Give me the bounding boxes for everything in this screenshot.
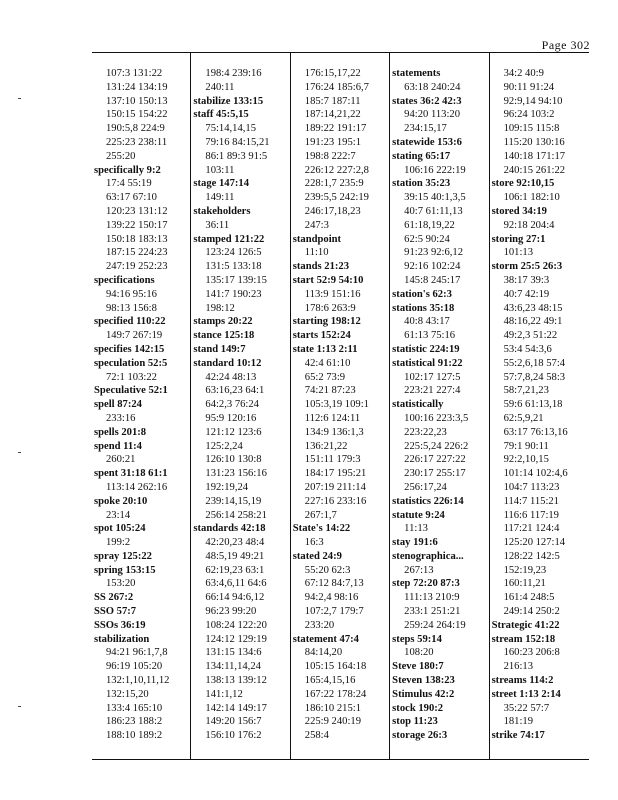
index-page-refs: 246:17,18,23 — [304, 205, 361, 217]
index-page-refs: 72:1 103:22 — [106, 371, 157, 383]
index-page-refs: 39:15 40:1,3,5 — [404, 192, 466, 204]
index-page-refs: 239:5,5 242:19 — [304, 192, 369, 204]
index-page-refs: 141:1,12 — [205, 688, 243, 700]
index-page-refs: 230:17 255:17 — [404, 468, 466, 480]
index-page-refs: 96:23 99:20 — [205, 606, 257, 618]
index-page-refs: 249:14 250:2 — [503, 606, 560, 618]
index-page-refs: 125:2,24 — [205, 440, 243, 452]
index-term: Steven 138:23 — [392, 675, 455, 687]
index-page-refs: 55:20 62:3 — [304, 564, 351, 576]
index-page-refs: 120:23 131:12 — [106, 205, 168, 217]
index-page-refs: 40:7 61:11,13 — [404, 205, 463, 217]
index-page-refs: 96:24 103:2 — [503, 109, 555, 121]
index-term: spray 125:22 — [94, 550, 152, 562]
index-term: statements — [392, 68, 441, 79]
index-page-refs: 43:6,23 48:15 — [503, 302, 563, 314]
index-page-refs: 42:24 48:13 — [205, 371, 257, 383]
index-term: stance 125:18 — [193, 330, 255, 342]
index-page-refs: 17:4 55:19 — [106, 178, 152, 190]
index-page-refs: 247:19 252:23 — [106, 261, 168, 273]
index-page-refs: 160:11,21 — [503, 578, 546, 590]
index-page-refs: 198:4 239:16 — [205, 68, 262, 79]
index-page-refs: 53:4 54:3,6 — [503, 343, 552, 355]
index-page-refs: 216:13 — [503, 661, 533, 673]
index-term: stay 191:6 — [392, 537, 438, 549]
index-column-3 — [291, 53, 390, 759]
index-term: steps 59:14 — [392, 633, 442, 645]
index-page-refs: 59:6 61:13,18 — [503, 399, 563, 411]
index-term: spells 201:8 — [94, 426, 147, 438]
index-page-refs: 139:22 150:17 — [106, 219, 168, 231]
index-term: street 1:13 2:14 — [491, 688, 561, 700]
index-term: specified 110:22 — [94, 316, 166, 328]
index-page-refs: 150:18 183:13 — [106, 233, 168, 245]
index-page-refs: 187:15 224:23 — [106, 247, 168, 259]
index-term: SSO 57:7 — [94, 606, 137, 618]
index-page-refs: 40:7 42:19 — [503, 288, 550, 300]
index-page-refs: 145:8 245:17 — [404, 274, 461, 286]
index-page-refs: 186:23 188:2 — [106, 716, 163, 728]
index-page-refs: 94:21 96:1,7,8 — [106, 647, 168, 659]
index-page-refs: 92:18 204:4 — [503, 219, 555, 231]
index-term: stamps 20:22 — [193, 316, 253, 328]
index-page-refs: 225:23 238:11 — [106, 136, 168, 148]
index-term: strike 74:17 — [491, 730, 545, 742]
index-page-refs: 55:2,6,18 57:4 — [503, 357, 566, 369]
index-page-refs: 63:4,6,11 64:6 — [205, 578, 267, 590]
index-page-refs: 188:10 189:2 — [106, 730, 163, 742]
index-page-refs: 113:9 151:16 — [304, 288, 361, 300]
index-page-refs: 63:16,23 64:1 — [205, 385, 265, 397]
index-term: specifies 142:15 — [94, 343, 165, 355]
index-page-refs: 267:1,7 — [304, 509, 337, 521]
index-page-refs: 142:14 149:17 — [205, 702, 267, 714]
index-column-1 — [92, 53, 191, 759]
index-page-refs: 104:7 113:23 — [503, 481, 560, 493]
index-page-refs: 234:15,17 — [404, 123, 447, 135]
index-term: statewide 153:6 — [392, 136, 462, 148]
index-term: stock 190:2 — [392, 702, 444, 714]
index-page-refs: 260:21 — [106, 454, 136, 466]
index-page-refs: 64:2,3 76:24 — [205, 399, 259, 411]
index-page-refs: 101:13 — [503, 247, 533, 259]
index-page-refs: 198:8 222:7 — [304, 150, 356, 162]
index-page-refs: 106:1 182:10 — [503, 192, 560, 204]
index-term: statistic 224:19 — [392, 343, 460, 355]
index-page-refs: 207:19 211:14 — [304, 481, 366, 493]
index-term: statistics 226:14 — [392, 495, 464, 507]
index-page-refs: 187:14,21,22 — [304, 109, 361, 121]
index-page-refs: 152:19,23 — [503, 564, 547, 576]
index-page-refs: 42:20,23 48:4 — [205, 537, 265, 549]
index-column-4 — [390, 53, 489, 759]
index-term: stakeholders — [193, 205, 251, 217]
index-page-refs: 233:16 — [106, 412, 136, 424]
index-term: stop 11:23 — [392, 716, 438, 728]
index-term: standard 10:12 — [193, 357, 262, 369]
scan-mark — [18, 452, 21, 453]
index-page-refs: 223:21 227:4 — [404, 385, 461, 397]
index-page-refs: 240:15 261:22 — [503, 164, 566, 176]
index-page-refs: 185:7 187:11 — [304, 95, 361, 107]
index-page-refs: 167:22 178:24 — [304, 688, 367, 700]
index-page-refs: 233:20 — [304, 619, 335, 631]
index-term: statute 9:24 — [392, 509, 445, 521]
index-term: stage 147:14 — [193, 178, 249, 190]
index-term: store 92:10,15 — [491, 178, 555, 190]
index-page-refs: 111:13 210:9 — [404, 592, 460, 604]
index-term: statistical 91:22 — [392, 357, 463, 369]
index-page-refs: 192:19,24 — [205, 481, 249, 493]
index-page-refs: 34:2 40:9 — [503, 68, 544, 79]
index-page-refs: 116:6 117:19 — [503, 509, 559, 521]
index-page-refs: 42:4 61:10 — [304, 357, 351, 369]
index-page-refs: 95:9 120:16 — [205, 412, 257, 424]
index-term: State's 14:22 — [292, 523, 351, 535]
index-page-refs: 240:11 — [205, 81, 235, 93]
index-term: stream 152:18 — [491, 633, 556, 645]
index-page-refs: 86:1 89:3 91:5 — [205, 150, 268, 162]
index-page-refs: 96:19 105:20 — [106, 661, 163, 673]
index-page-refs: 186:10 215:1 — [304, 702, 361, 714]
index-page-refs: 225:5,24 226:2 — [404, 440, 469, 452]
index-page-refs: 62:5 90:24 — [404, 233, 450, 245]
index-page-refs: 189:22 191:17 — [304, 123, 367, 135]
index-page-refs: 49:2,3 51:22 — [503, 330, 558, 342]
index-page-refs: 140:18 171:17 — [503, 150, 566, 162]
index-page-refs: 233:1 251:21 — [404, 606, 461, 618]
index-term: stations 35:18 — [392, 302, 455, 314]
index-page-refs: 103:11 — [205, 164, 235, 176]
index-term: stand 149:7 — [193, 343, 246, 355]
index-term: spoke 20:10 — [94, 495, 148, 507]
index-page-refs: 247:3 — [304, 219, 329, 231]
index-term: stored 34:19 — [491, 205, 547, 217]
index-page-refs: 105:15 164:18 — [304, 661, 367, 673]
index-page-refs: 138:13 139:12 — [205, 675, 267, 687]
index-page-refs: 79:1 90:11 — [503, 440, 549, 452]
index-term: statistically — [392, 399, 444, 411]
index-page-refs: 100:16 223:3,5 — [404, 412, 469, 424]
index-page-refs: 48:16,22 49:1 — [503, 316, 563, 328]
index-page-refs: 225:9 240:19 — [304, 716, 361, 728]
index-page-refs: 117:21 124:4 — [503, 523, 560, 535]
index-term: staff 45:5,15 — [193, 109, 249, 121]
index-page-refs: 149:20 156:7 — [205, 716, 262, 728]
index-term: spent 31:18 61:1 — [94, 468, 168, 480]
index-column-5 — [490, 53, 589, 759]
scan-mark — [18, 98, 21, 99]
index-term: storing 27:1 — [491, 233, 546, 245]
index-page-refs: 123:24 126:5 — [205, 247, 262, 259]
index-term: spend 11:4 — [94, 440, 142, 452]
index-term: stands 21:23 — [292, 261, 349, 273]
index-column-2 — [191, 53, 290, 759]
index-page-refs: 62:19,23 63:1 — [205, 564, 265, 576]
index-page-refs: 176:15,17,22 — [304, 68, 361, 79]
index-page-refs: 141:7 190:23 — [205, 288, 262, 300]
index-page-refs: 131:15 134:6 — [205, 647, 262, 659]
index-page-refs: 256:14 258:21 — [205, 509, 267, 521]
index-page-refs: 91:23 92:6,12 — [404, 247, 464, 259]
index-page-refs: 35:22 57:7 — [503, 702, 550, 714]
page-number: Page 302 — [541, 38, 590, 52]
index-page-refs: 258:4 — [304, 730, 329, 742]
index-term: spell 87:24 — [94, 399, 142, 411]
index-term: starting 198:12 — [292, 316, 361, 328]
index-page-refs: 36:11 — [205, 219, 230, 231]
index-term: stating 65:17 — [392, 150, 451, 162]
index-page-refs: 150:15 154:22 — [106, 109, 168, 121]
index-page-refs: 198:12 — [205, 302, 235, 314]
index-page-refs: 125:20 127:14 — [503, 537, 566, 549]
index-page-refs: 57:7,8,24 58:3 — [503, 371, 566, 383]
index-page-refs: 101:14 102:4,6 — [503, 468, 568, 480]
index-page-refs: 38:17 39:3 — [503, 274, 550, 286]
index-page-refs: 94:20 113:20 — [404, 109, 460, 121]
index-page-refs: 105:3,19 109:1 — [304, 399, 369, 411]
index-term: SS 267:2 — [94, 592, 134, 604]
index-term: Speculative 52:1 — [94, 385, 168, 397]
index-page-refs: 227:16 233:16 — [304, 495, 367, 507]
index-page-refs: 156:10 176:2 — [205, 730, 262, 742]
index-page-refs: 67:12 84:7,13 — [304, 578, 364, 590]
index-page-refs: 131:5 133:18 — [205, 261, 262, 273]
index-term: starts 152:24 — [292, 330, 351, 342]
index-page-refs: 115:20 130:16 — [503, 136, 565, 148]
index-page-refs: 58:7,21,23 — [503, 385, 549, 397]
index-term: Steve 180:7 — [392, 661, 444, 673]
index-page-refs: 160:23 206:8 — [503, 647, 560, 659]
index-page-refs: 74:21 87:23 — [304, 385, 356, 397]
index-page-refs: 75:14,14,15 — [205, 123, 257, 135]
index-page-refs: 228:1,7 235:9 — [304, 178, 364, 190]
index-page-refs: 92:16 102:24 — [404, 261, 461, 273]
index-page-refs: 151:11 179:3 — [304, 454, 361, 466]
index-page-refs: 153:20 — [106, 578, 136, 590]
index-page-refs: 135:17 139:15 — [205, 274, 267, 286]
index-page-refs: 176:24 185:6,7 — [304, 81, 369, 93]
index-page-refs: 255:20 — [106, 150, 136, 162]
index-page-refs: 65:2 73:9 — [304, 371, 346, 383]
index-page-refs: 63:17 76:13,16 — [503, 426, 568, 438]
index-page-refs: 94:16 95:16 — [106, 288, 157, 300]
index-page-refs: 223:22,23 — [404, 426, 447, 438]
index-term: storm 25:5 26:3 — [491, 261, 563, 273]
index-page-refs: 102:17 127:5 — [404, 371, 461, 383]
index-page-refs: 48:5,19 49:21 — [205, 550, 265, 562]
index-page-refs: 149:11 — [205, 192, 235, 204]
index-page-refs: 113:14 262:16 — [106, 481, 168, 493]
index-page-refs: 106:16 222:19 — [404, 164, 466, 176]
index-page-refs: 199:2 — [106, 537, 131, 549]
index-page-refs: 107:3 131:22 — [106, 68, 163, 79]
index-table — [92, 52, 589, 760]
index-term: states 36:2 42:3 — [392, 95, 462, 107]
index-page-refs: 165:4,15,16 — [304, 675, 356, 687]
index-page-refs: 178:6 263:9 — [304, 302, 356, 314]
index-page-refs: 40:8 43:17 — [404, 316, 450, 328]
index-page-refs: 131:23 156:16 — [205, 468, 267, 480]
index-page-refs: 267:13 — [404, 564, 434, 576]
index-page-refs: 259:24 264:19 — [404, 619, 466, 631]
index-page-refs: 190:5,8 224:9 — [106, 123, 165, 135]
index-page-refs: 226:17 227:22 — [404, 454, 466, 466]
index-page-refs: 98:13 156:8 — [106, 302, 157, 314]
index-page-refs: 132:1,10,11,12 — [106, 675, 170, 687]
index-term: stamped 121:22 — [193, 233, 265, 245]
index-page-refs: 256:17,24 — [404, 481, 447, 493]
index-page-refs: 108:24 122:20 — [205, 619, 267, 631]
index-page-refs: 134:11,14,24 — [205, 661, 261, 673]
index-page-refs: 114:7 115:21 — [503, 495, 559, 507]
index-term: station's 62:3 — [392, 288, 452, 300]
index-term: specifically 9:2 — [94, 164, 161, 176]
index-page-refs: 63:18 240:24 — [404, 81, 461, 93]
index-page-refs: 62:5,9,21 — [503, 412, 544, 424]
index-term: speculation 52:5 — [94, 357, 168, 369]
index-term: stabilize 133:15 — [193, 95, 264, 107]
index-term: standpoint — [292, 233, 342, 245]
index-page-refs: 124:12 129:19 — [205, 633, 267, 645]
index-page-refs: 191:23 195:1 — [304, 136, 361, 148]
index-term: standards 42:18 — [193, 523, 266, 535]
index-page-refs: 61:18,19,22 — [404, 219, 455, 231]
index-page-refs: 66:14 94:6,12 — [205, 592, 265, 604]
index-page-refs: 131:24 134:19 — [106, 81, 168, 93]
index-page-refs: 112:6 124:11 — [304, 412, 361, 424]
index-page-refs: 92:2,10,15 — [503, 454, 549, 466]
index-term: streams 114:2 — [491, 675, 554, 687]
index-page-refs: 108:20 — [404, 647, 434, 659]
index-page-refs: 11:10 — [304, 247, 329, 259]
index-page-refs: 226:12 227:2,8 — [304, 164, 369, 176]
index-term: stated 24:9 — [292, 550, 342, 562]
index-page-refs: 94:2,4 98:16 — [304, 592, 359, 604]
index-page-refs: 132:15,20 — [106, 688, 149, 700]
index-page-refs: 92:9,14 94:10 — [503, 95, 563, 107]
index-term: statement 47:4 — [292, 633, 359, 645]
index-page-refs: 134:9 136:1,3 — [304, 426, 364, 438]
index-page-refs: 84:14,20 — [304, 647, 343, 659]
index-term: spot 105:24 — [94, 523, 146, 535]
index-page-refs: 63:17 67:10 — [106, 192, 157, 204]
index-page-refs: 109:15 115:8 — [503, 123, 560, 135]
index-page-refs: 136:21,22 — [304, 440, 348, 452]
index-page-refs: 23:14 — [106, 509, 131, 521]
index-page-refs: 90:11 91:24 — [503, 81, 555, 93]
index-term: Stimulus 42:2 — [392, 688, 455, 700]
index-page-refs: 161:4 248:5 — [503, 592, 555, 604]
index-term: SSOs 36:19 — [94, 619, 146, 631]
index-term: spring 153:15 — [94, 564, 156, 576]
index-page-refs: 149:7 267:19 — [106, 330, 163, 342]
index-page-refs: 61:13 75:16 — [404, 330, 456, 342]
index-term: station 35:23 — [392, 178, 451, 190]
index-page-refs: 11:13 — [404, 523, 428, 535]
index-term: storage 26:3 — [392, 730, 448, 742]
index-page-refs: 16:3 — [304, 537, 324, 549]
index-page-refs: 126:10 130:8 — [205, 454, 262, 466]
index-page-refs: 137:10 150:13 — [106, 95, 168, 107]
index-term: step 72:20 87:3 — [392, 578, 460, 590]
index-page-refs: 133:4 165:10 — [106, 702, 163, 714]
index-term: stenographica... — [392, 550, 464, 562]
index-page-refs: 239:14,15,19 — [205, 495, 262, 507]
index-term: state 1:13 2:11 — [292, 343, 358, 355]
index-term: specifications — [94, 274, 155, 286]
index-page-refs: 79:16 84:15,21 — [205, 136, 270, 148]
index-page-refs: 184:17 195:21 — [304, 468, 367, 480]
scan-mark — [18, 706, 21, 707]
index-page-refs: 181:19 — [503, 716, 533, 728]
index-page-refs: 128:22 142:5 — [503, 550, 560, 562]
index-page-refs: 121:12 123:6 — [205, 426, 262, 438]
index-term: stabilization — [94, 633, 150, 645]
index-term: start 52:9 54:10 — [292, 274, 364, 286]
index-term: Strategic 41:22 — [491, 619, 560, 631]
index-page-refs: 107:2,7 179:7 — [304, 606, 364, 618]
